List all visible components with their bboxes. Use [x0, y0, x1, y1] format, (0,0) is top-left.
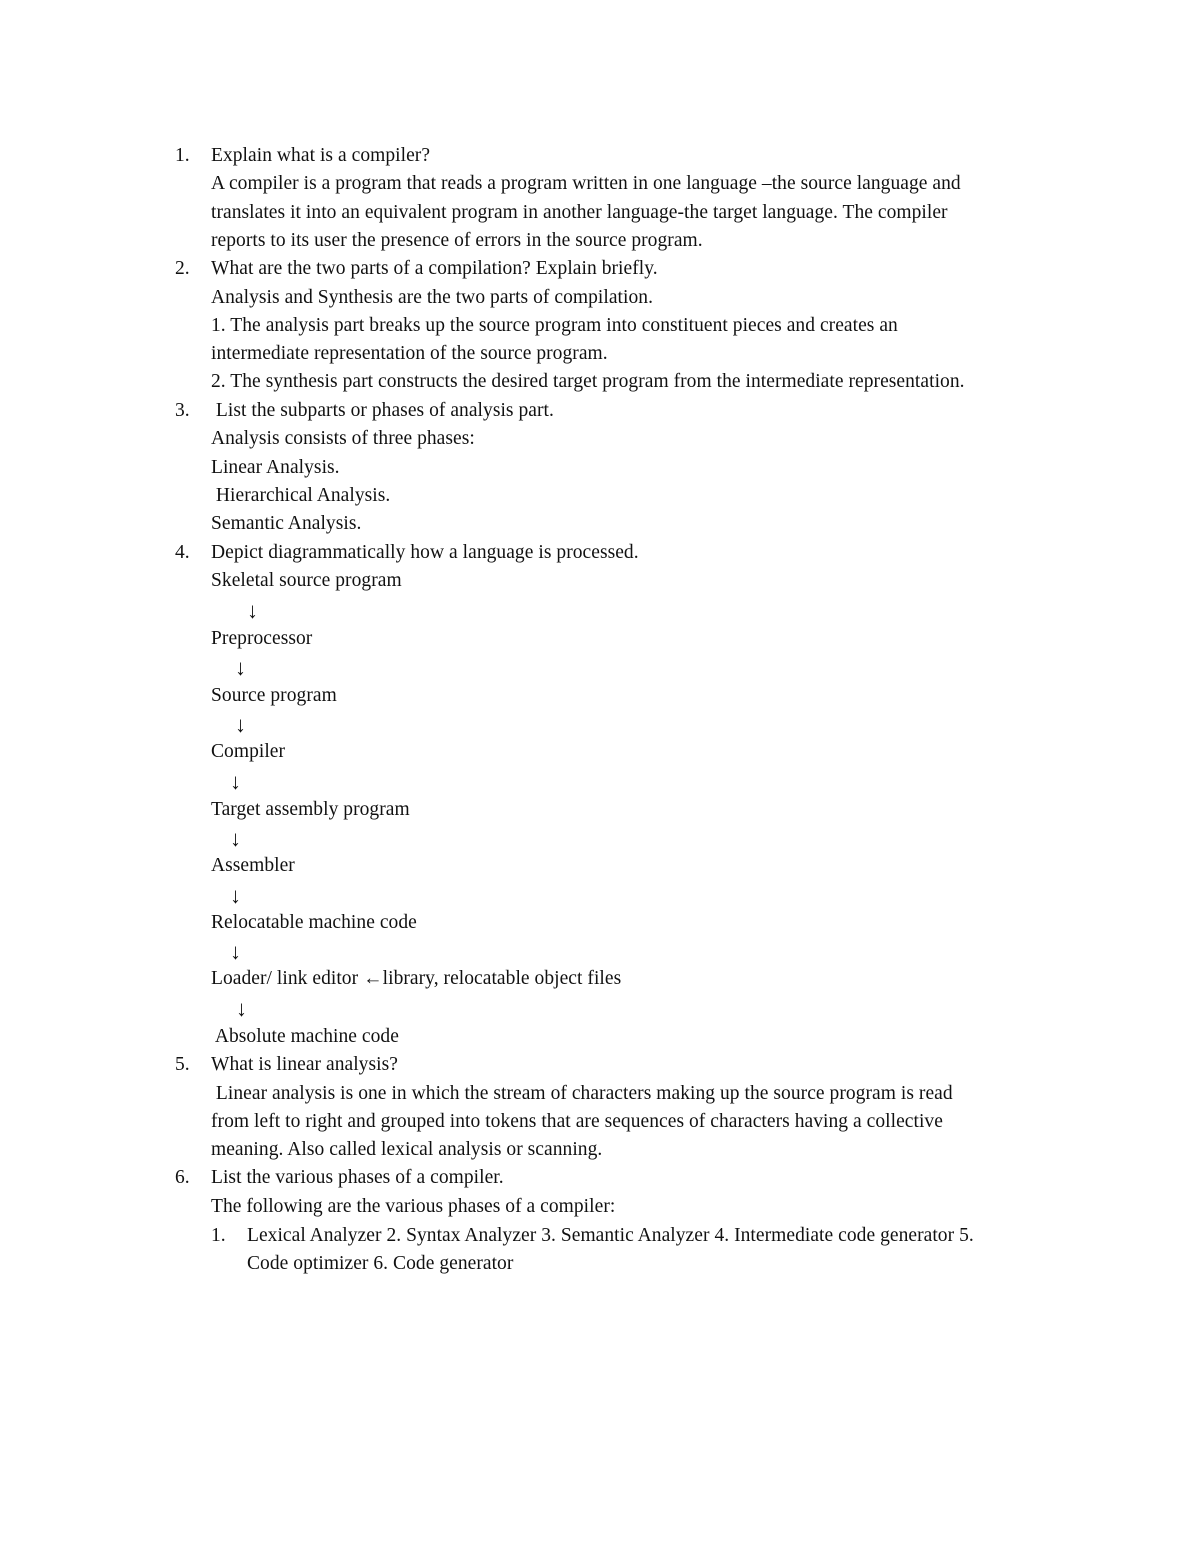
answer-line: Hierarchical Analysis. — [211, 485, 391, 506]
answer-line: 2. The synthesis part constructs the desired target program from the intermediate representation. — [211, 371, 965, 392]
flow-step: Absolute machine code — [211, 1026, 399, 1047]
sublist-line: Lexical Analyzer 2. Syntax Analyzer 3. Semantic Analyzer 4. Intermediate code generator 5. — [247, 1225, 974, 1246]
answer-line: translates it into an equivalent program in another language-the target language. The compiler — [211, 202, 948, 223]
item-number: 4. — [175, 542, 190, 563]
item-number: 3. — [175, 400, 190, 421]
answer-line: 1. The analysis part breaks up the source program into constituent pieces and creates an — [211, 315, 898, 336]
down-arrow-icon: ↓ — [230, 769, 241, 794]
sublist-number: 1. — [211, 1225, 226, 1246]
flow-step: Skeletal source program — [211, 570, 402, 591]
answer-line: Analysis and Synthesis are the two parts of compilation. — [211, 287, 654, 308]
answer-line: The following are the various phases of a compiler: — [211, 1196, 616, 1217]
item-number: 6. — [175, 1167, 190, 1188]
answer-line: A compiler is a program that reads a program written in one language –the source language and — [211, 173, 961, 194]
item-number: 5. — [175, 1054, 190, 1075]
flow-step: Assembler — [211, 855, 295, 876]
answer-line: Linear analysis is one in which the stream of characters making up the source program is read — [211, 1083, 953, 1104]
answer-line: Linear Analysis. — [211, 457, 340, 478]
question-text: What are the two parts of a compilation? Explain briefly. — [211, 258, 658, 279]
item-number: 2. — [175, 258, 190, 279]
down-arrow-icon: ↓ — [235, 655, 246, 680]
answer-line: meaning. Also called lexical analysis or scanning. — [211, 1139, 603, 1160]
answer-line: intermediate representation of the source program. — [211, 343, 608, 364]
answer-line: Semantic Analysis. — [211, 513, 362, 534]
flow-step: Source program — [211, 685, 337, 706]
down-arrow-icon: ↓ — [230, 883, 241, 908]
answer-line: Analysis consists of three phases: — [211, 428, 475, 449]
answer-line: from left to right and grouped into tokens that are sequences of characters having a collective — [211, 1111, 943, 1132]
down-arrow-icon: ↓ — [230, 939, 241, 964]
flow-step: Relocatable machine code — [211, 912, 417, 933]
down-arrow-icon: ↓ — [230, 826, 241, 851]
sublist-line: Code optimizer 6. Code generator — [247, 1253, 514, 1274]
flow-step: Target assembly program — [211, 799, 410, 820]
flow-step: Loader/ link editor ←library, relocatable object files — [211, 968, 622, 989]
down-arrow-icon: ↓ — [247, 598, 258, 623]
question-text: List the subparts or phases of analysis part. — [211, 400, 554, 421]
flow-step: Compiler — [211, 741, 286, 762]
question-text: Depict diagrammatically how a language is processed. — [211, 542, 639, 563]
flow-step: Preprocessor — [211, 628, 313, 649]
question-text: What is linear analysis? — [211, 1054, 398, 1075]
answer-line: reports to its user the presence of errors in the source program. — [211, 230, 703, 251]
down-arrow-icon: ↓ — [236, 996, 247, 1021]
down-arrow-icon: ↓ — [235, 712, 246, 737]
question-text: List the various phases of a compiler. — [211, 1167, 504, 1188]
item-number: 1. — [175, 145, 190, 166]
question-text: Explain what is a compiler? — [211, 145, 431, 166]
